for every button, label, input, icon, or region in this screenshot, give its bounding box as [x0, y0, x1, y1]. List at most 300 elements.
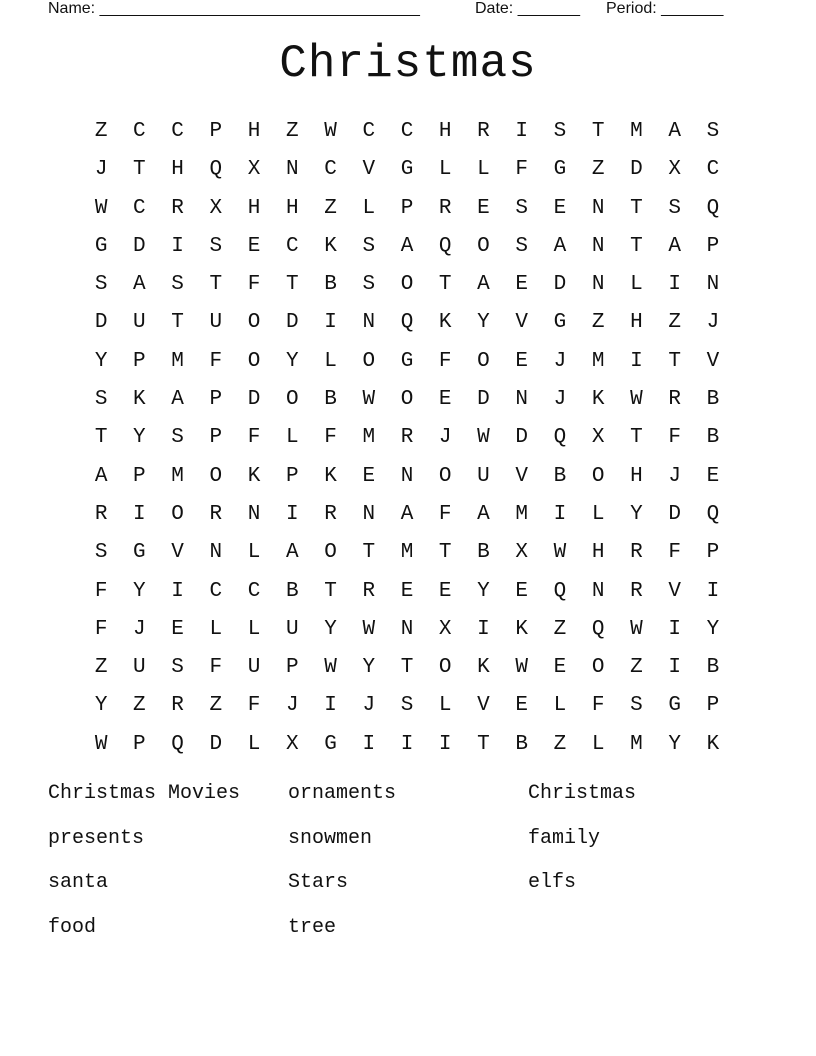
- grid-row: [82, 113, 732, 151]
- grid-letter: T: [438, 541, 452, 565]
- grid-letter: N: [515, 388, 528, 412]
- grid-letter: T: [285, 273, 299, 297]
- grid-letter: K: [324, 464, 337, 488]
- grid-letter: I: [438, 732, 452, 756]
- grid-letter: Q: [171, 732, 184, 756]
- grid-letter: P: [706, 541, 720, 565]
- grid-letter: C: [285, 234, 299, 258]
- grid-letter: F: [247, 273, 261, 297]
- grid-letter: O: [400, 273, 414, 297]
- grid-letter: E: [515, 273, 528, 297]
- grid-letter: I: [553, 502, 567, 526]
- grid-letter: H: [438, 120, 452, 143]
- grid-letter: K: [591, 388, 605, 412]
- period-field: Period: _______: [606, 0, 724, 17]
- grid-letter: E: [515, 349, 528, 373]
- grid-letter: O: [477, 234, 490, 258]
- grid-letter: Z: [591, 158, 605, 182]
- grid-letter: I: [285, 502, 299, 526]
- grid-letter: G: [400, 158, 414, 182]
- grid-letter: R: [324, 502, 337, 526]
- grid-letter: E: [247, 234, 261, 258]
- grid-letter: V: [515, 464, 528, 488]
- grid-letter: T: [630, 234, 643, 258]
- grid-letter: P: [209, 426, 223, 450]
- grid-letter: K: [706, 732, 720, 756]
- grid-letter: C: [324, 158, 337, 182]
- grid-letter: U: [247, 656, 261, 680]
- grid-letter: Z: [668, 311, 681, 335]
- grid-letter: D: [668, 502, 681, 526]
- grid-letter: N: [362, 502, 376, 526]
- grid-letter: I: [171, 579, 184, 603]
- grid-letter: C: [400, 120, 414, 143]
- grid-letter: B: [706, 388, 720, 412]
- grid-letter: A: [668, 120, 681, 143]
- grid-letter: Q: [209, 158, 223, 182]
- grid-letter: F: [438, 502, 452, 526]
- grid-letter: H: [171, 158, 184, 182]
- grid-letter: S: [630, 694, 643, 718]
- grid-letter: S: [515, 196, 528, 220]
- word-bank-item: family: [528, 826, 601, 850]
- grid-letter: D: [94, 311, 108, 335]
- grid-letter: O: [362, 349, 376, 373]
- grid-letter: Z: [133, 694, 146, 718]
- grid-letter: S: [362, 234, 376, 258]
- grid-row: [82, 726, 732, 764]
- grid-letter: N: [362, 311, 376, 335]
- grid-letter: L: [591, 502, 605, 526]
- word-bank-item: elfs: [528, 871, 577, 895]
- grid-letter: P: [133, 349, 146, 373]
- word-bank-item: santa: [48, 871, 109, 895]
- grid-letter: I: [477, 617, 490, 641]
- grid-letter: N: [591, 579, 605, 603]
- grid-letter: Y: [133, 426, 146, 450]
- grid-letter: L: [324, 349, 337, 373]
- grid-letter: H: [247, 196, 261, 220]
- grid-letter: F: [209, 656, 223, 680]
- grid-letter: L: [247, 541, 261, 565]
- grid-letter: I: [668, 617, 681, 641]
- grid-letter: M: [630, 120, 643, 143]
- grid-letter: L: [362, 196, 376, 220]
- word-bank-item: Stars: [288, 871, 349, 895]
- grid-letter: X: [209, 196, 223, 220]
- grid-letter: W: [362, 617, 376, 641]
- grid-letter: V: [171, 541, 184, 565]
- grid-letter: L: [209, 617, 223, 641]
- grid-letter: F: [668, 541, 681, 565]
- grid-letter: Q: [400, 311, 414, 335]
- word-bank-item: snowmen: [288, 826, 373, 850]
- worksheet-header: [48, 0, 768, 22]
- grid-letter: T: [477, 732, 490, 756]
- grid-letter: U: [209, 311, 223, 335]
- grid-row: [82, 649, 732, 687]
- grid-letter: L: [477, 158, 490, 182]
- page-title: Christmas: [279, 38, 537, 90]
- grid-letter: P: [285, 656, 299, 680]
- grid-letter: Y: [630, 502, 643, 526]
- grid-row: [82, 611, 732, 649]
- grid-letter: F: [324, 426, 337, 450]
- grid-row: [82, 190, 732, 228]
- grid-letter: R: [171, 694, 184, 718]
- grid-letter: E: [706, 464, 720, 488]
- grid-letter: W: [477, 426, 490, 450]
- grid-letter: W: [630, 388, 643, 412]
- grid-letter: A: [553, 234, 567, 258]
- grid-letter: M: [171, 349, 184, 373]
- grid-letter: X: [247, 158, 261, 182]
- grid-letter: L: [247, 732, 261, 756]
- grid-letter: F: [438, 349, 452, 373]
- grid-letter: V: [515, 311, 528, 335]
- grid-row: [82, 343, 732, 381]
- grid-letter: D: [630, 158, 643, 182]
- grid-letter: N: [400, 464, 414, 488]
- grid-row: [82, 687, 732, 725]
- grid-letter: B: [706, 656, 720, 680]
- grid-letter: P: [400, 196, 414, 220]
- grid-letter: A: [477, 273, 490, 297]
- grid-letter: T: [94, 426, 108, 450]
- grid-letter: A: [285, 541, 299, 565]
- grid-letter: L: [247, 617, 261, 641]
- grid-letter: Y: [324, 617, 337, 641]
- grid-letter: D: [553, 273, 567, 297]
- grid-letter: C: [247, 579, 261, 603]
- word-bank-item: ornaments: [288, 782, 397, 805]
- grid-letter: O: [477, 349, 490, 373]
- grid-letter: Y: [94, 694, 108, 718]
- grid-letter: W: [324, 656, 337, 680]
- grid-letter: J: [285, 694, 299, 718]
- grid-letter: Y: [706, 617, 720, 641]
- grid-letter: L: [438, 694, 452, 718]
- grid-letter: M: [591, 349, 605, 373]
- grid-letter: D: [247, 388, 261, 412]
- grid-letter: P: [133, 464, 146, 488]
- grid-letter: D: [285, 311, 299, 335]
- grid-letter: R: [209, 502, 223, 526]
- grid-letter: X: [668, 158, 681, 182]
- grid-letter: O: [591, 464, 605, 488]
- grid-letter: T: [133, 158, 146, 182]
- grid-letter: O: [324, 541, 337, 565]
- grid-letter: Y: [285, 349, 299, 373]
- grid-letter: Z: [553, 732, 567, 756]
- grid-letter: G: [553, 311, 567, 335]
- grid-letter: E: [171, 617, 184, 641]
- grid-letter: C: [209, 579, 223, 603]
- grid-letter: P: [209, 388, 223, 412]
- grid-letter: K: [477, 656, 490, 680]
- grid-letter: Z: [591, 311, 605, 335]
- word-bank-item: food: [48, 915, 97, 939]
- grid-letter: S: [362, 273, 376, 297]
- grid-letter: S: [171, 426, 184, 450]
- grid-letter: W: [94, 732, 108, 756]
- grid-letter: D: [133, 234, 146, 258]
- grid-letter: U: [477, 464, 490, 488]
- grid-letter: G: [553, 158, 567, 182]
- grid-letter: K: [247, 464, 261, 488]
- grid-letter: S: [94, 273, 108, 297]
- grid-letter: S: [553, 120, 567, 143]
- grid-letter: X: [515, 541, 528, 565]
- grid-letter: M: [171, 464, 184, 488]
- grid-letter: R: [94, 502, 108, 526]
- grid-letter: R: [630, 579, 643, 603]
- grid-letter: Y: [133, 579, 146, 603]
- grid-letter: J: [94, 158, 108, 182]
- grid-letter: K: [438, 311, 452, 335]
- grid-letter: E: [400, 579, 414, 603]
- grid-letter: C: [706, 158, 720, 182]
- grid-letter: O: [591, 656, 605, 680]
- grid-letter: T: [591, 120, 605, 143]
- grid-row: [82, 496, 732, 534]
- grid-letter: R: [630, 541, 643, 565]
- grid-row: [82, 381, 732, 419]
- grid-letter: F: [515, 158, 528, 182]
- grid-row: [82, 458, 732, 496]
- grid-letter: T: [400, 656, 414, 680]
- grid-letter: E: [438, 388, 452, 412]
- date-field: Date: _______: [475, 0, 580, 17]
- grid-letter: F: [247, 694, 261, 718]
- grid-letter: Z: [324, 196, 337, 220]
- grid-letter: Y: [94, 349, 108, 373]
- grid-letter: T: [668, 349, 681, 373]
- grid-letter: W: [94, 196, 108, 220]
- grid-letter: Y: [477, 311, 490, 335]
- grid-letter: R: [438, 196, 452, 220]
- grid-letter: C: [133, 196, 146, 220]
- grid-letter: N: [706, 273, 720, 297]
- grid-letter: B: [477, 541, 490, 565]
- grid-letter: C: [133, 120, 146, 143]
- grid-letter: A: [668, 234, 681, 258]
- grid-letter: P: [133, 732, 146, 756]
- grid-letter: H: [591, 541, 605, 565]
- grid-letter: Q: [553, 426, 567, 450]
- grid-letter: E: [515, 694, 528, 718]
- word-bank-item: presents: [48, 826, 145, 850]
- grid-letter: B: [324, 273, 337, 297]
- grid-letter: A: [400, 234, 414, 258]
- grid-letter: Q: [706, 196, 720, 220]
- grid-letter: S: [515, 234, 528, 258]
- grid-letter: T: [630, 426, 643, 450]
- grid-letter: I: [706, 579, 720, 603]
- grid-letter: K: [324, 234, 337, 258]
- grid-letter: J: [133, 617, 146, 641]
- grid-letter: J: [553, 349, 567, 373]
- grid-letter: S: [668, 196, 681, 220]
- grid-letter: B: [515, 732, 528, 756]
- grid-letter: S: [171, 656, 184, 680]
- grid-letter: N: [247, 502, 261, 526]
- grid-letter: U: [133, 311, 146, 335]
- grid-letter: O: [247, 349, 261, 373]
- name-field: Name: ____________________________________: [48, 0, 420, 17]
- grid-letter: D: [209, 732, 223, 756]
- grid-letter: X: [438, 617, 452, 641]
- grid-letter: N: [591, 196, 605, 220]
- grid-letter: N: [591, 273, 605, 297]
- grid-letter: I: [324, 694, 337, 718]
- grid-letter: A: [94, 464, 108, 488]
- grid-letter: N: [209, 541, 223, 565]
- grid-letter: H: [630, 311, 643, 335]
- grid-letter: H: [285, 196, 299, 220]
- grid-letter: E: [438, 579, 452, 603]
- grid-letter: V: [668, 579, 681, 603]
- grid-letter: R: [171, 196, 184, 220]
- grid-letter: I: [630, 349, 643, 373]
- grid-letter: P: [209, 120, 223, 143]
- grid-letter: T: [324, 579, 337, 603]
- grid-letter: M: [630, 732, 643, 756]
- grid-letter: N: [285, 158, 299, 182]
- grid-letter: G: [668, 694, 681, 718]
- grid-letter: H: [630, 464, 643, 488]
- grid-letter: Q: [438, 234, 452, 258]
- grid-row: [82, 151, 732, 189]
- grid-letter: F: [668, 426, 681, 450]
- grid-letter: K: [133, 388, 146, 412]
- grid-letter: Y: [362, 656, 376, 680]
- grid-letter: Q: [553, 579, 567, 603]
- grid-letter: I: [668, 656, 681, 680]
- grid-letter: V: [362, 158, 376, 182]
- grid-letter: F: [591, 694, 605, 718]
- grid-letter: C: [362, 120, 376, 143]
- grid-letter: P: [706, 234, 720, 258]
- grid-letter: M: [515, 502, 528, 526]
- grid-letter: I: [362, 732, 376, 756]
- grid-letter: G: [133, 541, 146, 565]
- grid-letter: L: [285, 426, 299, 450]
- grid-letter: D: [515, 426, 528, 450]
- grid-letter: K: [515, 617, 528, 641]
- grid-letter: F: [94, 617, 108, 641]
- grid-letter: R: [668, 388, 681, 412]
- grid-letter: G: [400, 349, 414, 373]
- grid-letter: Q: [591, 617, 605, 641]
- grid-letter: P: [285, 464, 299, 488]
- grid-row: [82, 266, 732, 304]
- grid-row: [82, 534, 732, 572]
- word-bank-item: Christmas Movies: [48, 782, 241, 805]
- grid-row: [82, 228, 732, 266]
- grid-letter: M: [362, 426, 376, 450]
- grid-letter: T: [171, 311, 184, 335]
- grid-letter: F: [247, 426, 261, 450]
- grid-letter: B: [324, 388, 337, 412]
- grid-letter: B: [285, 579, 299, 603]
- grid-letter: J: [553, 388, 567, 412]
- grid-letter: A: [171, 388, 184, 412]
- grid-letter: E: [477, 196, 490, 220]
- grid-letter: I: [668, 273, 681, 297]
- grid-letter: Y: [477, 579, 490, 603]
- grid-letter: Z: [94, 120, 108, 143]
- grid-letter: L: [630, 273, 643, 297]
- grid-letter: S: [209, 234, 223, 258]
- grid-letter: I: [400, 732, 414, 756]
- grid-letter: O: [171, 502, 184, 526]
- grid-letter: B: [553, 464, 567, 488]
- grid-letter: R: [477, 120, 490, 143]
- word-search-grid: [82, 113, 732, 764]
- grid-letter: E: [553, 656, 567, 680]
- grid-letter: I: [324, 311, 337, 335]
- grid-letter: X: [591, 426, 605, 450]
- grid-letter: O: [400, 388, 414, 412]
- grid-letter: Z: [285, 120, 299, 143]
- grid-row: [82, 304, 732, 342]
- grid-letter: R: [400, 426, 414, 450]
- grid-letter: E: [553, 196, 567, 220]
- grid-letter: U: [133, 656, 146, 680]
- grid-letter: F: [94, 579, 108, 603]
- word-bank-item: tree: [288, 915, 337, 939]
- grid-row: [82, 419, 732, 457]
- grid-letter: Z: [553, 617, 567, 641]
- grid-letter: Z: [209, 694, 223, 718]
- grid-letter: U: [285, 617, 299, 641]
- grid-letter: J: [362, 694, 376, 718]
- grid-letter: A: [133, 273, 146, 297]
- grid-letter: J: [668, 464, 681, 488]
- grid-letter: W: [630, 617, 643, 641]
- grid-letter: Z: [630, 656, 643, 680]
- grid-letter: J: [706, 311, 720, 335]
- grid-letter: H: [247, 120, 261, 143]
- grid-letter: R: [362, 579, 376, 603]
- grid-letter: N: [400, 617, 414, 641]
- grid-letter: L: [438, 158, 452, 182]
- grid-letter: Z: [94, 656, 108, 680]
- grid-letter: L: [553, 694, 567, 718]
- grid-letter: S: [94, 388, 108, 412]
- grid-letter: J: [438, 426, 452, 450]
- grid-letter: I: [171, 234, 184, 258]
- grid-letter: B: [706, 426, 720, 450]
- grid-letter: C: [171, 120, 184, 143]
- word-bank-item: Christmas: [528, 782, 637, 805]
- grid-letter: D: [477, 388, 490, 412]
- grid-letter: W: [324, 120, 337, 143]
- grid-letter: G: [94, 234, 108, 258]
- grid-letter: T: [209, 273, 223, 297]
- grid-letter: S: [400, 694, 414, 718]
- grid-letter: V: [477, 694, 490, 718]
- grid-letter: O: [438, 656, 452, 680]
- grid-letter: L: [591, 732, 605, 756]
- grid-letter: X: [285, 732, 299, 756]
- grid-letter: G: [324, 732, 337, 756]
- grid-letter: Y: [668, 732, 681, 756]
- grid-letter: S: [94, 541, 108, 565]
- grid-letter: E: [515, 579, 528, 603]
- grid-row: [82, 573, 732, 611]
